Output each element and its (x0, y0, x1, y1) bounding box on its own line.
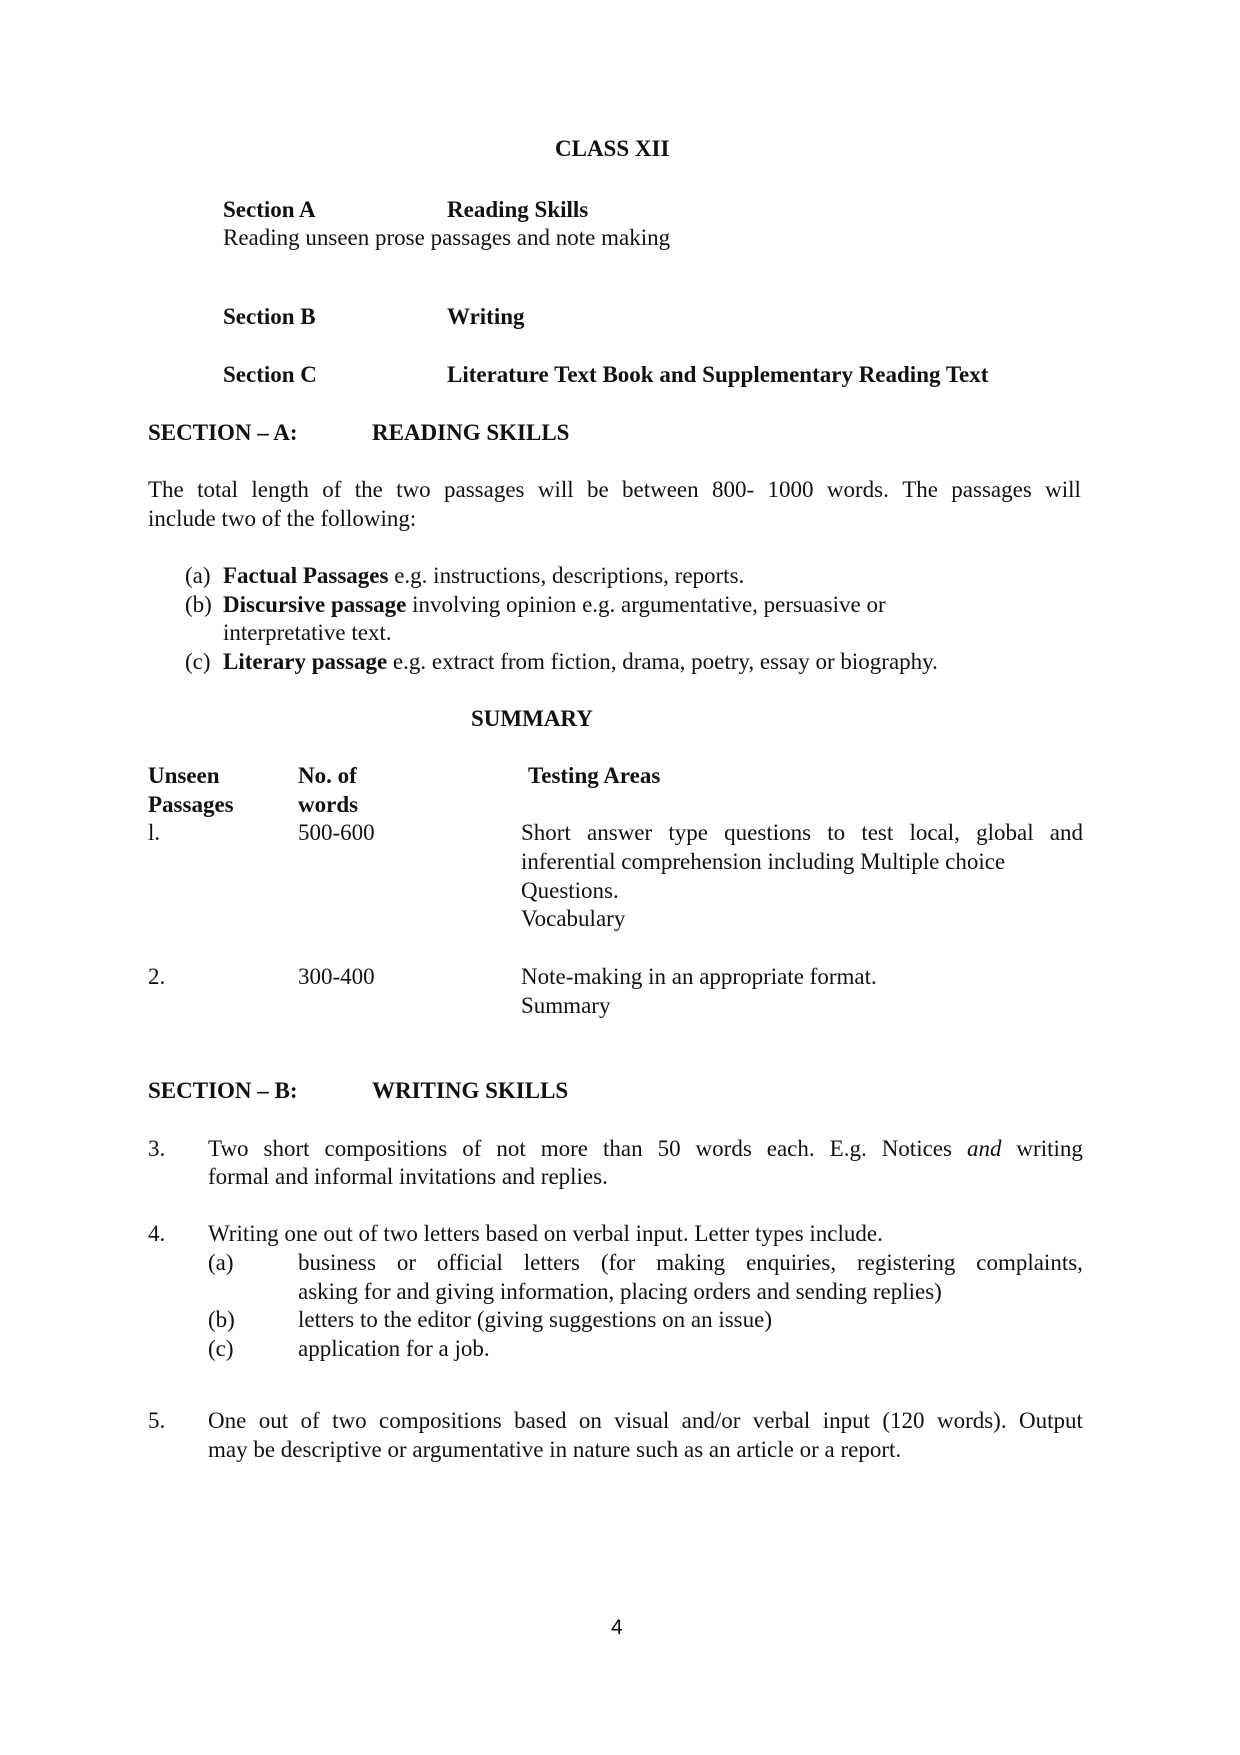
list-item-b-rest: involving opinion e.g. argumentative, persuasive or (406, 592, 886, 617)
item3-line1-justify: Two short compositions of not more than 50 words each. E.g. Notices and writing (208, 1136, 1083, 1161)
item5-line1 (208, 1406, 1083, 1435)
list-marker-b: (b) (185, 592, 212, 617)
section-b-heading-title: WRITING SKILLS (372, 1078, 569, 1103)
item4-subitem-b: letters to the editor (giving suggestions on an issue) (298, 1307, 772, 1332)
table-header-testing-areas: Testing Areas (528, 763, 661, 788)
item4-marker-b: (b) (208, 1307, 235, 1332)
table-row1-line3: Questions. (521, 878, 619, 903)
list-item-c-rest: e.g. extract from fiction, drama, poetry, essay or biography. (387, 649, 938, 674)
item4-number: 4. (148, 1221, 166, 1246)
item4-subitem-a-line1 (298, 1248, 1083, 1277)
list-item-a-rest: e.g. instructions, descriptions, reports. (388, 563, 745, 588)
table-row2-line1: Note-making in an appropriate format. (521, 964, 877, 989)
table-header-no-of: No. of (298, 763, 357, 788)
table-row2-num: 2. (148, 964, 166, 989)
item4-marker-a: (a) (208, 1250, 234, 1275)
section-b-label: Section B (223, 304, 316, 329)
section-b-name: Writing (447, 304, 525, 329)
list-item-a-bold: Factual Passages (223, 563, 389, 588)
list-item-b-continuation: interpretative text. (223, 620, 392, 645)
summary-heading: SUMMARY (471, 706, 593, 731)
item4-subitem-c: application for a job. (298, 1336, 490, 1361)
section-b-heading-label: SECTION – B: (148, 1078, 298, 1103)
table-header-words: words (298, 792, 359, 817)
section-a-intro-line1: The total length of the two passages will be between 800- 1000 words. The passages will (148, 477, 1081, 502)
list-marker-c: (c) (185, 649, 211, 674)
table-row1-line4: Vocabulary (521, 906, 626, 931)
item4-marker-c: (c) (208, 1336, 234, 1361)
section-a-heading-title: READING SKILLS (372, 420, 570, 445)
table-row1-words: 500-600 (298, 820, 375, 845)
section-a-name: Reading Skills (447, 197, 589, 222)
section-a-intro-line2: include two of the following: (148, 506, 417, 531)
page-number: 4 (611, 1616, 623, 1639)
item4-intro: Writing one out of two letters based on verbal input. Letter types include. (208, 1221, 883, 1246)
list-item-c (223, 647, 938, 676)
section-a-heading-label: SECTION – A: (148, 420, 298, 445)
table-row2-line2: Summary (521, 993, 611, 1018)
table-row1-line1 (521, 818, 1083, 847)
section-a-label: Section A (223, 197, 316, 222)
list-marker-a: (a) (185, 563, 211, 588)
section-a-description: Reading unseen prose passages and note making (223, 225, 671, 250)
list-item-b-bold: Discursive passage (223, 592, 407, 617)
list-item-c-bold: Literary passage (223, 649, 388, 674)
table-row1-num: l. (148, 820, 161, 845)
page-title: CLASS XII (555, 136, 670, 161)
section-c-name: Literature Text Book and Supplementary Reading Text (447, 362, 989, 387)
section-c-label: Section C (223, 362, 317, 387)
list-item-a (223, 561, 744, 590)
item5-number: 5. (148, 1408, 166, 1433)
item5-line2: may be descriptive or argumentative in nature such as an article or a report. (208, 1437, 902, 1462)
table-header-passages: Passages (148, 792, 234, 817)
item5-line1-justify: One out of two compositions based on visual and/or verbal input (120 words). Output (208, 1408, 1083, 1433)
item3-number: 3. (148, 1136, 166, 1161)
item4-subitem-a-line2: asking for and giving information, placing orders and sending replies) (298, 1279, 942, 1304)
table-row1-line1-justify: Short answer type questions to test local, global and (521, 820, 1083, 845)
item4-subitem-a-justify: business or official letters (for making enquiries, registering complaints, (298, 1250, 1083, 1275)
table-row1-line2: inferential comprehension including Multiple choice (521, 849, 1006, 874)
item3-line1 (208, 1134, 1083, 1163)
table-row2-words: 300-400 (298, 964, 375, 989)
table-header-unseen: Unseen (148, 763, 220, 788)
list-item-b (223, 590, 886, 619)
item3-line2: formal and informal invitations and replies. (208, 1164, 608, 1189)
